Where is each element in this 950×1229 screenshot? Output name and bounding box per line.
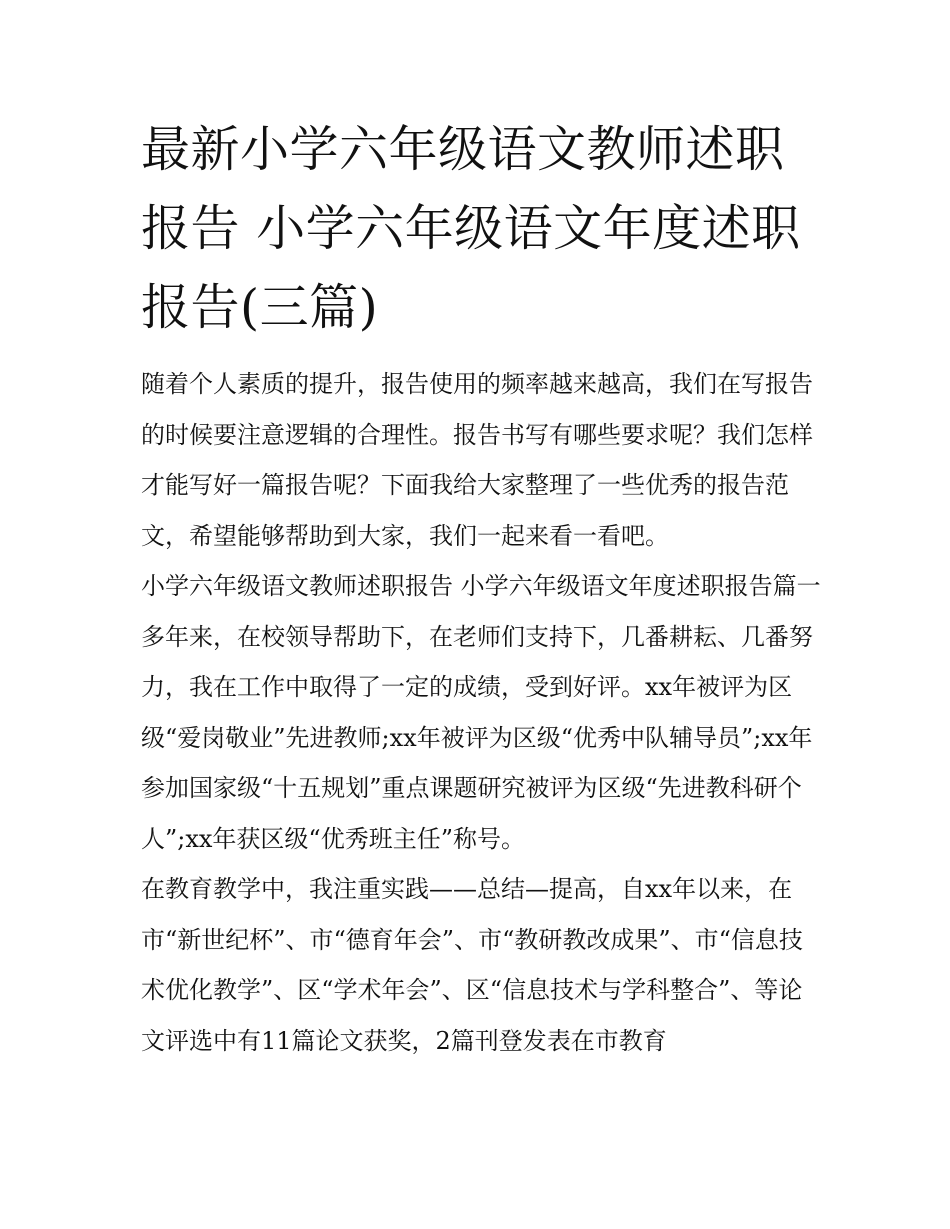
section-heading: 小学六年级语文教师述职报告 小学六年级语文年度述职报告篇一	[141, 572, 821, 600]
document-title: 最新小学六年级语文教师述职报告 小学六年级语文年度述职报告(三篇)	[141, 121, 801, 336]
intro-paragraph: 随着个人素质的提升，报告使用的频率越来越高，我们在写报告的时候要注意逻辑的合理性。报告书写有哪些要求呢？我们怎样才能写好一篇报告呢？下面我给大家整理了一些优秀的报告范文，希望能够帮助到大家，我们一起来看一看吧。	[141, 370, 813, 550]
teaching-practice-paragraph: 在教育教学中，我注重实践——总结—提高，自xx年以来，在市“新世纪杯”、市“德育年会”、市“教研教改成果”、市“信息技术优化教学”、区“学术年会”、区“信息技术与学科整合”、等论文评选中有11篇论文获奖，2篇刊登发表在市教育	[141, 875, 803, 1055]
document-body	[141, 110, 821, 1066]
achievements-paragraph: 多年来，在校领导帮助下，在老师们支持下，几番耕耘、几番努力，我在工作中取得了一定的成绩，受到好评。xx年被评为区级“爱岗敬业”先进教师;xx年被评为区级“优秀中队辅导员”;xx年参加国家级“十五规划”重点课题研究被评为区级“先进教科研个人”;xx年获区级“优秀班主任”称号。	[141, 622, 813, 853]
